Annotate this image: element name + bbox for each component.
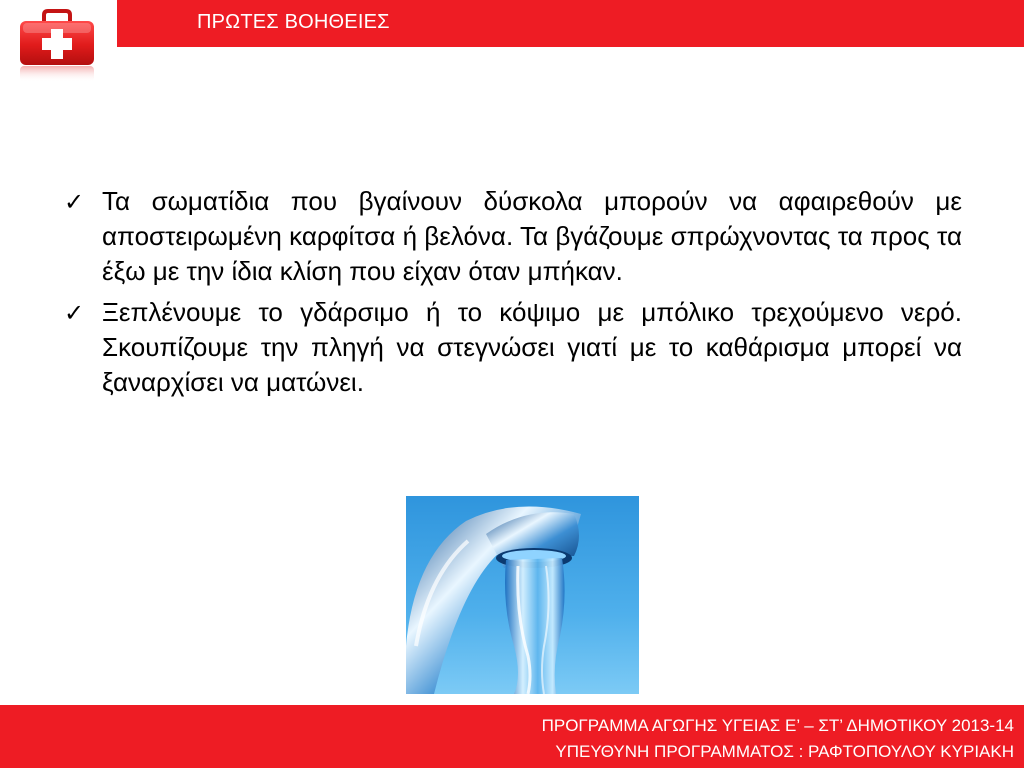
content-area (64, 184, 962, 406)
footer-program-text: ΠΡΟΓΡΑΜΜΑ ΑΓΩΓΗΣ ΥΓΕΙΑΣ Ε’ – ΣΤ’ ΔΗΜΟΤΙΚΟΥ 2013-14 (541, 716, 1014, 735)
footer-responsible-text: ΥΠΕΥΘΥΝΗ ΠΡΟΓΡΑΜΜΑΤΟΣ : ΡΑΦΤΟΠΟΥΛΟΥ ΚΥΡΙΑΚΗ (555, 742, 1014, 761)
header-bar (117, 0, 1024, 47)
footer-bar (0, 705, 1024, 768)
running-water-image (406, 496, 639, 694)
first-aid-kit-icon (17, 8, 97, 84)
checkmark-icon: ✓ (64, 300, 85, 327)
bullet-item (64, 295, 962, 400)
checkmark-icon: ✓ (64, 189, 85, 216)
bullet-item (64, 184, 962, 289)
bullet-text: Ξεπλένουμε το γδάρσιμο ή το κόψιμο με μπόλικο τρεχούμενο νερό. Σκουπίζουμε την πληγή να στεγνώσει γιατί με το καθάρισμα μπορεί να ξαναρχίσει να ματώνει. (102, 297, 962, 397)
bullet-text: Τα σωματίδια που βγαίνουν δύσκολα μπορούν να αφαιρεθούν με αποστειρωμένη καρφίτσα ή βελόνα. Τα βγάζουμε σπρώχνοντας τα προς τα έξω με την ίδια κλίση που είχαν όταν μπήκαν. (102, 186, 962, 286)
slide-title: ΠΡΩΤΕΣ ΒΟΗΘΕΙΕΣ (197, 11, 390, 33)
